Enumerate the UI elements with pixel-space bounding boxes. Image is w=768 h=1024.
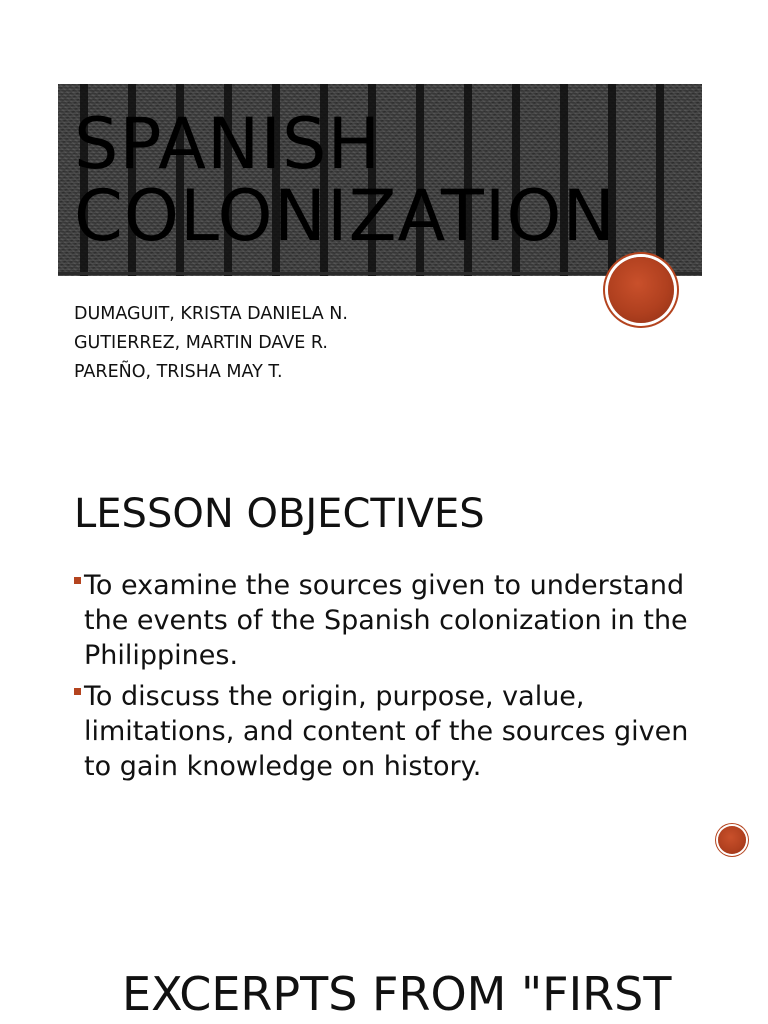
author-name: PAREÑO, TRISHA MAY T. — [74, 362, 283, 382]
title-slide — [0, 0, 768, 430]
excerpts-slide — [0, 830, 768, 1024]
list-item-text: To discuss the origin, purpose, value, limitations, and content of the sources given to gain knowledge on history. — [84, 681, 689, 782]
list-item — [74, 679, 714, 784]
objectives-list — [74, 568, 714, 790]
slide-heading: LESSON OBJECTIVES — [74, 491, 485, 537]
objectives-slide — [0, 430, 768, 830]
presentation-title: SPANISH COLONIZATION — [74, 103, 616, 257]
square-bullet-icon — [74, 688, 81, 695]
list-item-text: To examine the sources given to understand the events of the Spanish colonization in the Philippines. — [84, 570, 688, 671]
author-name: GUTIERREZ, MARTIN DAVE R. — [74, 333, 328, 353]
square-bullet-icon — [74, 577, 81, 584]
author-name: DUMAGUIT, KRISTA DANIELA N. — [74, 304, 348, 324]
list-item — [74, 568, 714, 673]
banner-bottom-rule — [58, 272, 702, 275]
slide-heading: EXCERPTS FROM "FIRST — [122, 967, 672, 1021]
author-list — [74, 300, 348, 387]
decorative-circle-icon — [608, 257, 674, 323]
